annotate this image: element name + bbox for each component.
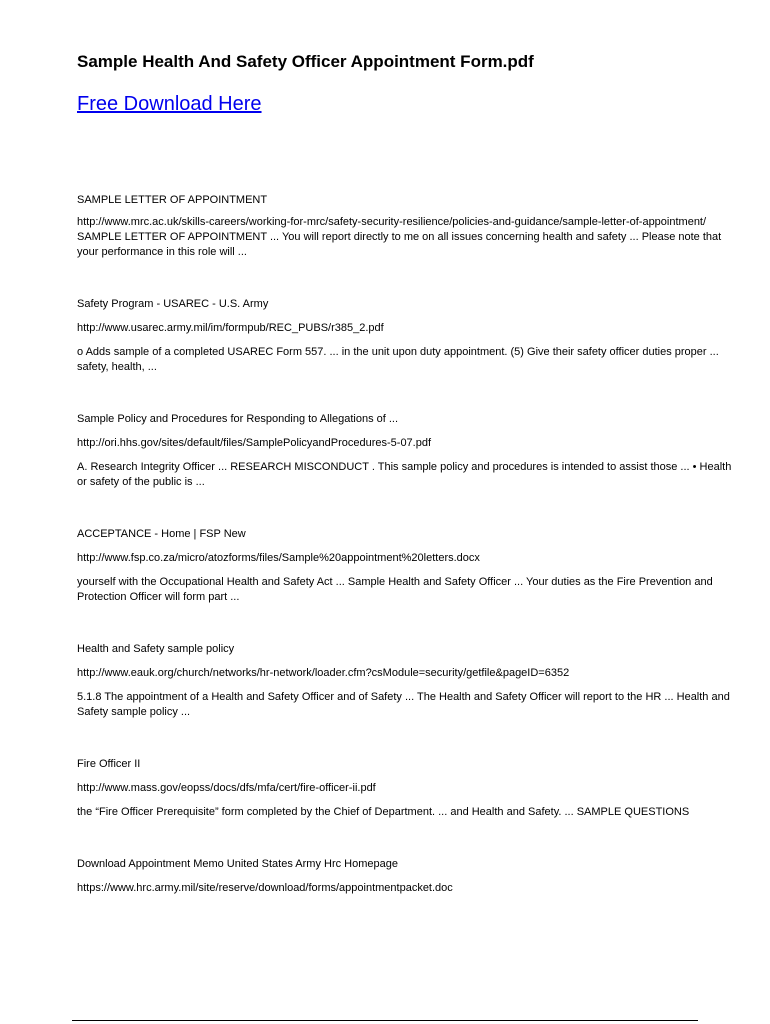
result-title: Download Appointment Memo United States Army Hrc Homepage xyxy=(77,858,398,870)
result-title: Safety Program - USAREC - U.S. Army xyxy=(77,298,269,310)
result-description: SAMPLE LETTER OF APPOINTMENT ... You will report directly to me on all issues concerning health and safety ... Please note that your performance in this role will ... xyxy=(77,231,722,258)
result-url: http://www.mass.gov/eopss/docs/dfs/mfa/cert/fire-officer-ii.pdf xyxy=(77,782,376,794)
result-description: o Adds sample of a completed USAREC Form 557. ... in the unit upon duty appointment. (5) Give their safety officer duties proper ... safety, health, ... xyxy=(77,346,719,373)
document-title: Sample Health And Safety Officer Appointment Form.pdf xyxy=(77,52,534,71)
result-title: SAMPLE LETTER OF APPOINTMENT xyxy=(77,194,268,206)
result-url: http://www.mrc.ac.uk/skills-careers/working-for-mrc/safety-security-resilience/policies-and-guidance/sample-letter-of-appointment/ xyxy=(77,216,707,228)
footer-divider xyxy=(72,1020,698,1021)
result-item xyxy=(77,757,737,820)
result-url: http://www.fsp.co.za/micro/atozforms/files/Sample%20appointment%20letters.docx xyxy=(77,552,480,564)
result-url: http://www.eauk.org/church/networks/hr-network/loader.cfm?csModule=security/getfile&pageID=6352 xyxy=(77,667,570,679)
result-url: https://www.hrc.army.mil/site/reserve/download/forms/appointmentpacket.doc xyxy=(77,882,453,894)
result-title: ACCEPTANCE - Home | FSP New xyxy=(77,528,246,540)
result-title: Fire Officer II xyxy=(77,758,141,770)
result-description: A. Research Integrity Officer ... RESEARCH MISCONDUCT . This sample policy and procedures is intended to assist those ... • Health or safety of the public is ... xyxy=(77,461,732,488)
result-item xyxy=(77,193,737,260)
result-url: http://www.usarec.army.mil/im/formpub/REC_PUBS/r385_2.pdf xyxy=(77,322,384,334)
result-item xyxy=(77,527,737,605)
result-item xyxy=(77,857,737,896)
result-title: Sample Policy and Procedures for Responding to Allegations of ... xyxy=(77,413,399,425)
results-list xyxy=(77,193,737,896)
result-description: 5.1.8 The appointment of a Health and Safety Officer and of Safety ... The Health and Safety Officer will report to the HR ... Health and Safety sample policy ... xyxy=(77,691,730,718)
result-url: http://ori.hhs.gov/sites/default/files/SamplePolicyandProcedures-5-07.pdf xyxy=(77,437,432,449)
result-item xyxy=(77,642,737,720)
result-item xyxy=(77,297,737,375)
result-description: yourself with the Occupational Health and Safety Act ... Sample Health and Safety Officer ... Your duties as the Fire Prevention and Protection Officer will form part ... xyxy=(77,576,713,603)
free-download-link[interactable]: Free Download Here xyxy=(77,93,262,115)
result-title: Health and Safety sample policy xyxy=(77,643,235,655)
result-description: the “Fire Officer Prerequisite” form completed by the Chief of Department. ... and Health and Safety. ... SAMPLE QUESTIONS xyxy=(77,806,690,818)
result-item xyxy=(77,412,737,490)
